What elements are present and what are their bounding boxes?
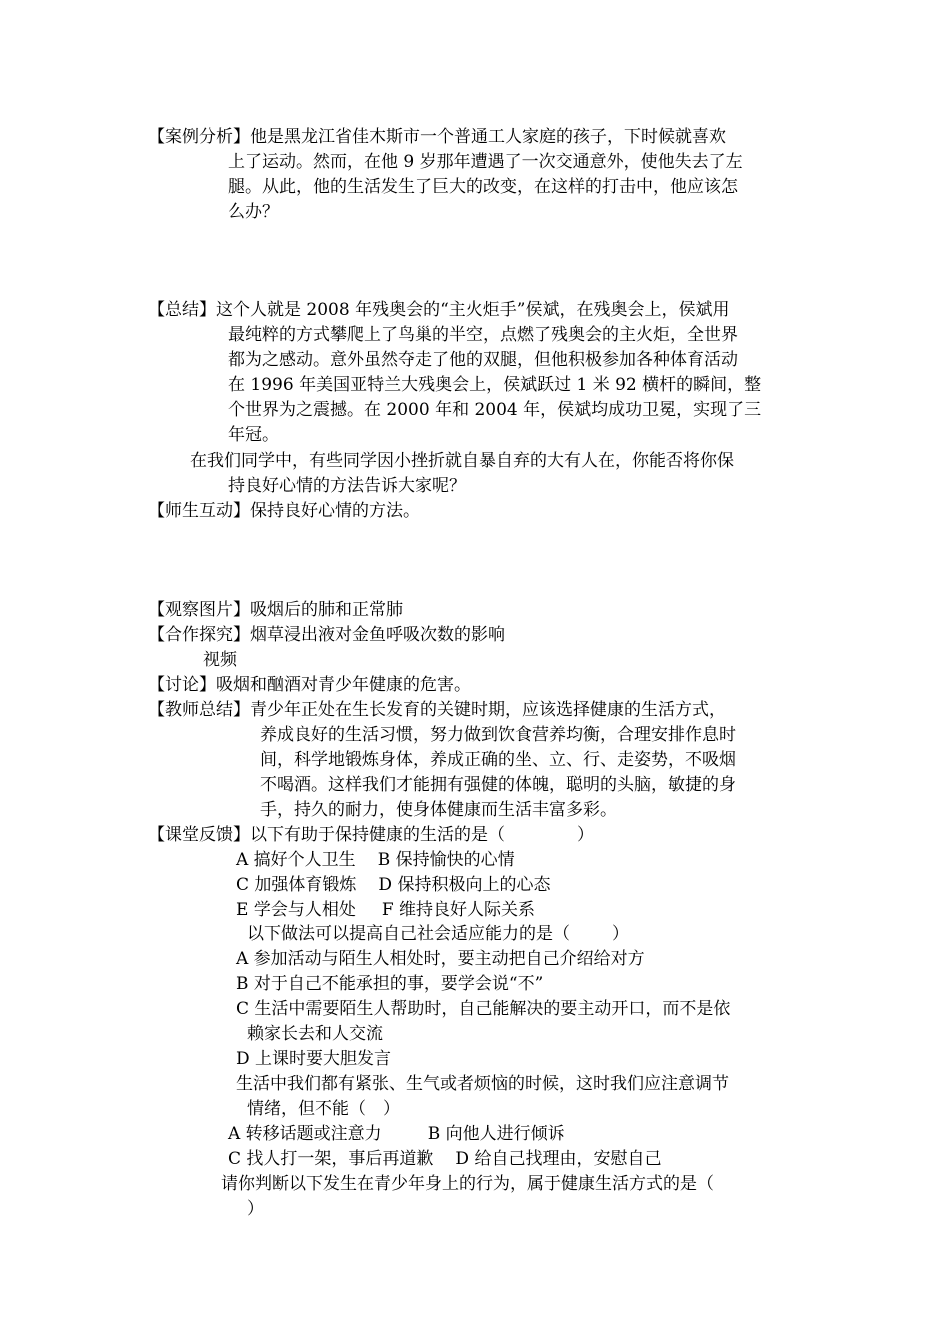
feedback-q1-stem: 以下有助于保持健康的生活的是（ — [250, 825, 505, 845]
summary-text: 这个人就是 2008 年残奥会的“主火炬手”侯斌，在残奥会上，侯斌用 — [216, 300, 730, 320]
q1-option-a: A 搞好个人卫生 — [236, 850, 356, 870]
teacher-tag: 【教师总结】 — [148, 700, 250, 720]
summary-line-4: 在 1996 年美国亚特兰大残奥会上，侯斌跃过 1 米 92 横杆的瞬间，整 — [228, 375, 762, 395]
case-line-4: 么办？ — [228, 202, 279, 222]
q4-stem-1: 请你判断以下发生在青少年身上的行为，属于健康生活方式的是（ — [221, 1174, 714, 1194]
q1-option-e: E 学会与人相处 — [236, 900, 356, 920]
q2-close: ） — [612, 924, 629, 944]
q2-option-c-cont: 赖家长去和人交流 — [247, 1024, 383, 1044]
q2-option-b: B 对于自己不能承担的事，要学会说“不” — [236, 974, 544, 994]
q3-stem-2: 情绪，但不能（ ） — [247, 1099, 400, 1119]
q3-option-a: A 转移话题或注意力 — [228, 1124, 382, 1144]
q3-option-row-2 — [228, 1147, 661, 1171]
summary-line-3: 都为之感动。意外虽然夺走了他的双腿，但他积极参加各种体育活动 — [228, 350, 738, 370]
interaction-text: 保持良好心情的方法。 — [250, 501, 420, 521]
case-line-2: 上了运动。然而，在他 9 岁那年遭遇了一次交通意外，使他失去了左 — [228, 152, 743, 172]
case-line-1 — [148, 125, 726, 149]
summary-question-2: 持良好心情的方法告诉大家呢？ — [228, 476, 466, 496]
q1-option-c: C 加强体育锻炼 — [236, 875, 357, 895]
feedback-q1-close: ） — [577, 825, 594, 845]
explore-sub: 视频 — [203, 650, 237, 670]
case-line-3: 腿。从此，他的生活发生了巨大的改变，在这样的打击中，他应该怎 — [228, 177, 738, 197]
q3-option-b: B 向他人进行倾诉 — [427, 1124, 565, 1144]
q2-option-a: A 参加活动与陌生人相处时，要主动把自己介绍给对方 — [236, 949, 645, 969]
q2-option-c: C 生活中需要陌生人帮助时，自己能解决的要主动开口，而不是依 — [236, 999, 731, 1019]
interaction-line — [148, 499, 420, 523]
q1-option-row-2 — [236, 873, 550, 897]
q2-option-d: D 上课时要大胆发言 — [236, 1049, 392, 1069]
q3-option-c: C 找人打一架，事后再道歉 — [228, 1149, 434, 1169]
observe-text: 吸烟后的肺和正常肺 — [250, 600, 403, 620]
discuss-tag: 【讨论】 — [148, 675, 216, 695]
discuss-line — [148, 673, 471, 697]
summary-tag: 【总结】 — [148, 300, 216, 320]
q1-option-d: D 保持积极向上的心态 — [378, 875, 551, 895]
q3-option-row-1 — [228, 1122, 565, 1146]
discuss-text: 吸烟和酗酒对青少年健康的危害。 — [216, 675, 471, 695]
q4-stem-2: ） — [247, 1199, 264, 1219]
teacher-line-2: 养成良好的生活习惯，努力做到饮食营养均衡，合理安排作息时 — [260, 725, 736, 745]
interaction-tag: 【师生互动】 — [148, 501, 250, 521]
q3-stem-1: 生活中我们都有紧张、生气或者烦恼的时候，这时我们应注意调节 — [236, 1074, 729, 1094]
feedback-q1-line — [148, 823, 594, 847]
q3-option-d: D 给自己找理由，安慰自己 — [455, 1149, 662, 1169]
q1-option-row-3 — [236, 898, 535, 922]
case-text: 他是黑龙江省佳木斯市一个普通工人家庭的孩子，下时候就喜欢 — [250, 127, 726, 147]
teacher-line-1 — [148, 698, 726, 722]
summary-line-5: 个世界为之震撼。在 2000 年和 2004 年，侯斌均成功卫冕，实现了三 — [228, 400, 762, 420]
teacher-line-4: 不喝酒。这样我们才能拥有强健的体魄，聪明的头脑，敏捷的身 — [260, 775, 736, 795]
explore-line — [148, 623, 505, 647]
teacher-text: 青少年正处在生长发育的关键时期，应该选择健康的生活方式， — [250, 700, 726, 720]
summary-line-1 — [148, 298, 729, 322]
q1-option-f: F 维持良好人际关系 — [381, 900, 536, 920]
q2-stem: 以下做法可以提高自己社会适应能力的是（ — [247, 924, 570, 944]
summary-line-2: 最纯粹的方式攀爬上了鸟巢的半空，点燃了残奥会的主火炬，全世界 — [228, 325, 738, 345]
teacher-line-3: 间，科学地锻炼身体，养成正确的坐、立、行、走姿势，不吸烟 — [260, 750, 736, 770]
observe-tag: 【观察图片】 — [148, 600, 250, 620]
explore-text: 烟草浸出液对金鱼呼吸次数的影响 — [250, 625, 505, 645]
summary-question-1: 在我们同学中，有些同学因小挫折就自暴自弃的大有人在，你能否将你保 — [190, 451, 734, 471]
teacher-line-5: 手，持久的耐力，使身体健康而生活丰富多彩。 — [260, 800, 617, 820]
q1-option-b: B 保持愉快的心情 — [377, 850, 515, 870]
case-tag: 【案例分析】 — [148, 127, 250, 147]
q1-option-row-1 — [236, 848, 515, 872]
explore-tag: 【合作探究】 — [148, 625, 250, 645]
q2-stem-line — [247, 922, 629, 946]
summary-line-6: 年冠。 — [228, 425, 279, 445]
observe-line — [148, 598, 403, 622]
feedback-tag: 【课堂反馈】 — [148, 825, 250, 845]
